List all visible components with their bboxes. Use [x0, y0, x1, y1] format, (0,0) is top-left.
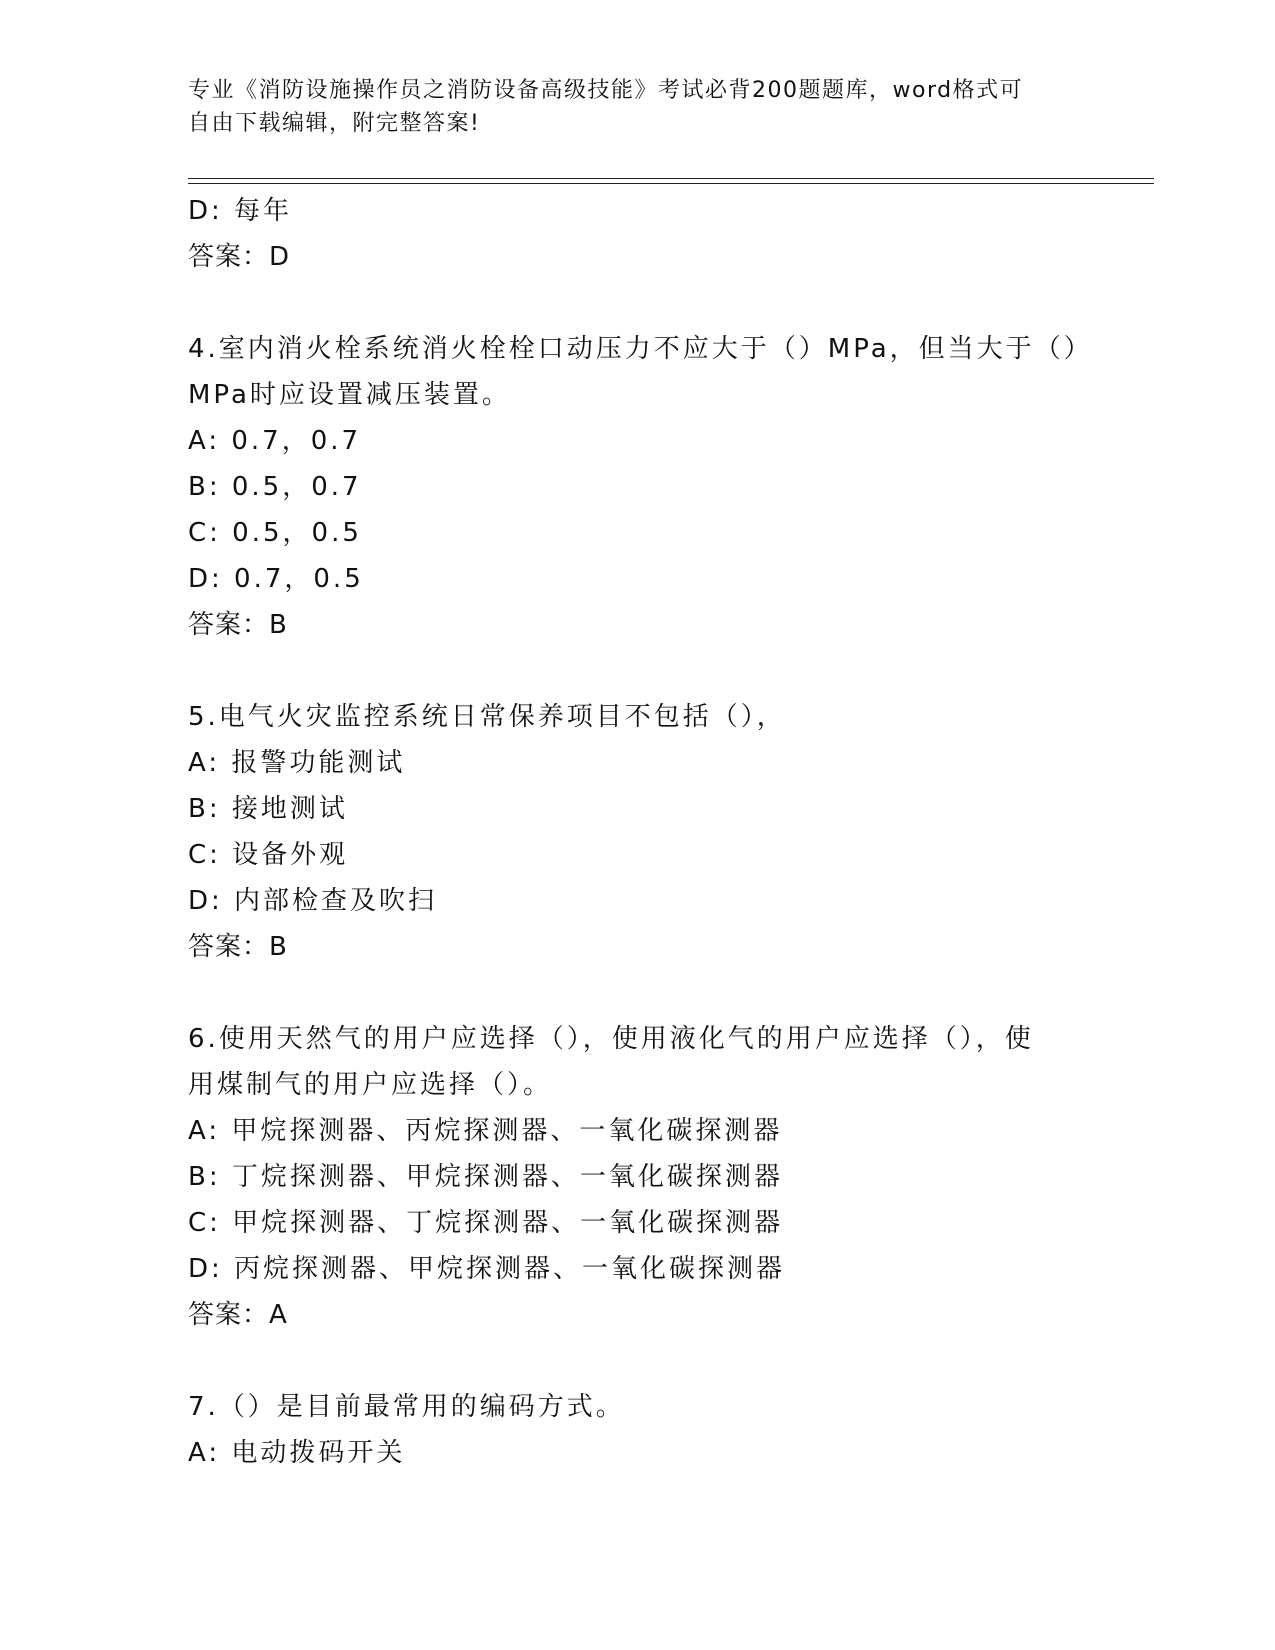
answer: 答案：B [188, 932, 288, 962]
option-c: C: 0.5，0.5 [188, 518, 362, 548]
header-line-2: 自由下载编辑，附完整答案! [188, 111, 481, 136]
question-text-line-2: 用煤制气的用户应选择（）。 [188, 1070, 553, 1100]
answer: 答案：B [188, 610, 288, 640]
question-text-line-2: MPa时应设置减压装置。 [188, 380, 511, 410]
question-3-tail [188, 188, 1088, 280]
question-text-line-1: 4.室内消火栓系统消火栓栓口动压力不应大于（）MPa，但当大于（） [188, 334, 1093, 364]
spacer [188, 970, 1088, 1016]
header-divider-bottom [188, 183, 1154, 184]
option-a: A: 0.7，0.7 [188, 426, 362, 456]
question-text-line-1: 7.（）是目前最常用的编码方式。 [188, 1392, 625, 1422]
question-text-line-1: 5.电气火灾监控系统日常保养项目不包括（）， [188, 702, 786, 732]
option-c: C: 设备外观 [188, 840, 349, 870]
question-5 [188, 694, 1088, 970]
option-b: B: 0.5，0.7 [188, 472, 362, 502]
option-d: D: 丙烷探测器、甲烷探测器、一氧化碳探测器 [188, 1254, 786, 1284]
option-d: D: 每年 [188, 196, 293, 226]
page-header [188, 74, 1088, 140]
spacer [188, 1338, 1088, 1384]
spacer [188, 648, 1088, 694]
option-a: A: 报警功能测试 [188, 748, 406, 778]
option-b: B: 接地测试 [188, 794, 348, 824]
spacer [188, 280, 1088, 326]
answer: 答案：D [188, 242, 291, 272]
question-6 [188, 1016, 1088, 1338]
header-divider-top [188, 178, 1154, 179]
question-7 [188, 1384, 1088, 1476]
option-d: D: 内部检查及吹扫 [188, 886, 438, 916]
question-text-line-1: 6.使用天然气的用户应选择（），使用液化气的用户应选择（），使 [188, 1024, 1034, 1054]
option-a: A: 电动拨码开关 [188, 1438, 406, 1468]
option-d: D: 0.7，0.5 [188, 564, 364, 594]
header-line-1: 专业《消防设施操作员之消防设备高级技能》考试必背200题题库，word格式可 [188, 78, 1024, 103]
question-content [188, 188, 1093, 1476]
question-4 [188, 326, 1093, 648]
option-a: A: 甲烷探测器、丙烷探测器、一氧化碳探测器 [188, 1116, 783, 1146]
option-c: C: 甲烷探测器、丁烷探测器、一氧化碳探测器 [188, 1208, 784, 1238]
option-b: B: 丁烷探测器、甲烷探测器、一氧化碳探测器 [188, 1162, 783, 1192]
answer: 答案：A [188, 1300, 288, 1330]
